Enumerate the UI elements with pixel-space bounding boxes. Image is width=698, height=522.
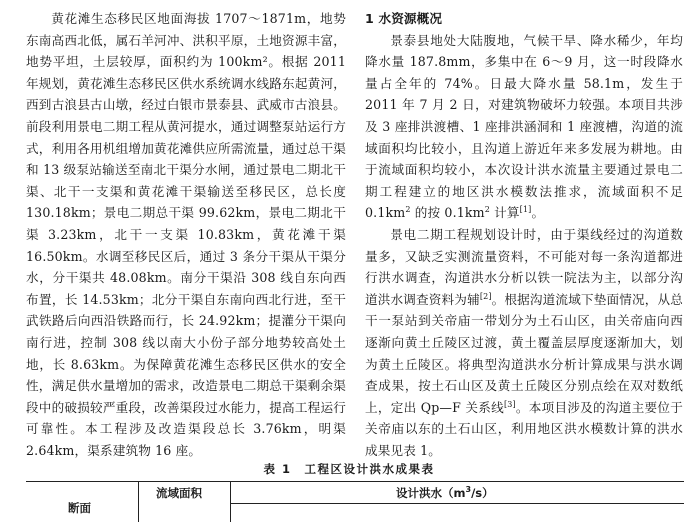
citation-ref-3: [3]	[503, 399, 516, 409]
section-title: 1 水资源概况	[365, 11, 443, 26]
para1-superscript: 2	[405, 205, 411, 215]
para2-text-a: 景电二期工程规划设计时，由于渠线经过的沟道数量多，又缺乏实测流量资料，不可能对每一条沟道都进行洪水调查，沟道洪水分析以铁一院法为主，以部分沟道洪水调查资料为辅	[365, 226, 683, 307]
design-flood-unit-end: /s）	[471, 486, 494, 500]
flood-results-table	[26, 481, 684, 522]
table-header-rule	[230, 503, 684, 504]
flood-analysis-paragraph	[365, 224, 683, 462]
para1-superscript-2: 2	[484, 205, 491, 215]
para1-text-a: 景泰县地处大陆腹地，气候干旱、降水稀少，年均降水量 187.8mm，多集中在 6～9 月，这一时段降水量占全年的 74%。日最大降水量 58.1m，发生于 2011 年 7 月 2 日，对建筑物破坏力较强。本项目共涉及 3 座排洪渡槽、1 座排洪涵洞和 1 座渡槽，沟道的流域面积均比较小，且沟道上游近年来多发展为耕地。由于流域面积均较小，本次设计洪水流量主要通过景电二期工程建立的地区洪水模数法推求，流域面积不足 0.1km	[365, 32, 683, 221]
left-column	[26, 8, 346, 461]
citation-ref-2: [2]	[479, 291, 492, 301]
design-flood-label: 设计洪水（m	[396, 486, 466, 500]
table-divider-2	[230, 482, 231, 522]
table-divider-1	[138, 482, 139, 522]
column-header-design-flood	[396, 486, 494, 500]
para1-text-b: 的按 0.1km	[410, 205, 485, 221]
intro-text-part1: 黄花滩生态移民区地面海拔 1707～1871m，地势东南高西北低，属石羊河冲、洪积平原，土地资源丰富，地势平坦，土层较厚，面积约为 100km	[26, 11, 346, 70]
table-caption: 表 1 工程区设计洪水成果表	[263, 462, 435, 476]
water-resources-paragraph	[365, 30, 683, 224]
column-header-section: 断面	[68, 501, 91, 515]
right-column	[365, 8, 683, 461]
citation-ref-1: [1]	[519, 205, 532, 215]
para2-text-b: 。根据沟道流域下垫面情况，从总干一泵站到关帝庙一带划分为土石山区，由关帝庙向西逐渐向黄土丘陵区过渡，黄土覆盖层厚度逐渐加大，划为黄土丘陵区。将典型沟道洪水分析计算成果与洪水调查成果，按土石山区及黄土丘陵区分别点绘在双对数纸上，定出 Qp—F 关系线	[365, 291, 683, 415]
intro-paragraph	[26, 8, 346, 461]
design-flood-unit-sup: 3	[465, 485, 472, 495]
intro-text-part2: ²。根据 2011 年规划，黄花滩生态移民区供水系统调水线路东起黄河，西到古浪县古山墩，经过白银市景泰县、武威市古浪县。前段利用景电二期工程从黄河提水，通过调整泵站运行方式，利用各用机组增加黄花滩供应所需流量，通过总干渠和 13 级泵站输送至南北干渠分水闸，通过景电二期北干渠、北干一支渠和黄花滩干渠输送至移民区，总长度 130.18km；景电二期总干渠 99.62km，景电二期北干渠 3.23km，北干一支渠 10.83km，黄花滩干渠 16.50km。水调至移民区后，通过 3 条分干渠从干渠分水，分干渠共 48.08km。南分干渠沿 308 线自东向西布置，长 14.53km；北分干渠自东南向西北行进，至干武铁路后向西沿铁路而行，长 24.92km；提灌分干渠向南行进，控制 308 线以南大小份子部分地势较高处土地，长 8.63km。为保障黄花滩生态移民区供水的安全性，满足供水量增加的需求，改造景电二期总干渠剩余渠段中的破损较严重段，改善渠段过水能力，提高工程运行可靠性。本工程涉及改造渠段总长 3.76km，明渠 2.64km，渠系建筑物 16 座。	[26, 54, 347, 458]
para2-text-c: 。本项目涉及的沟道主要位于关帝庙以东的土石山区，利用地区洪水模数计算的洪水成果见表 1。	[365, 399, 683, 458]
column-header-area: 流域面积	[156, 486, 202, 500]
para1-text-c: 计算	[490, 205, 520, 221]
para1-end: 。	[531, 205, 545, 221]
